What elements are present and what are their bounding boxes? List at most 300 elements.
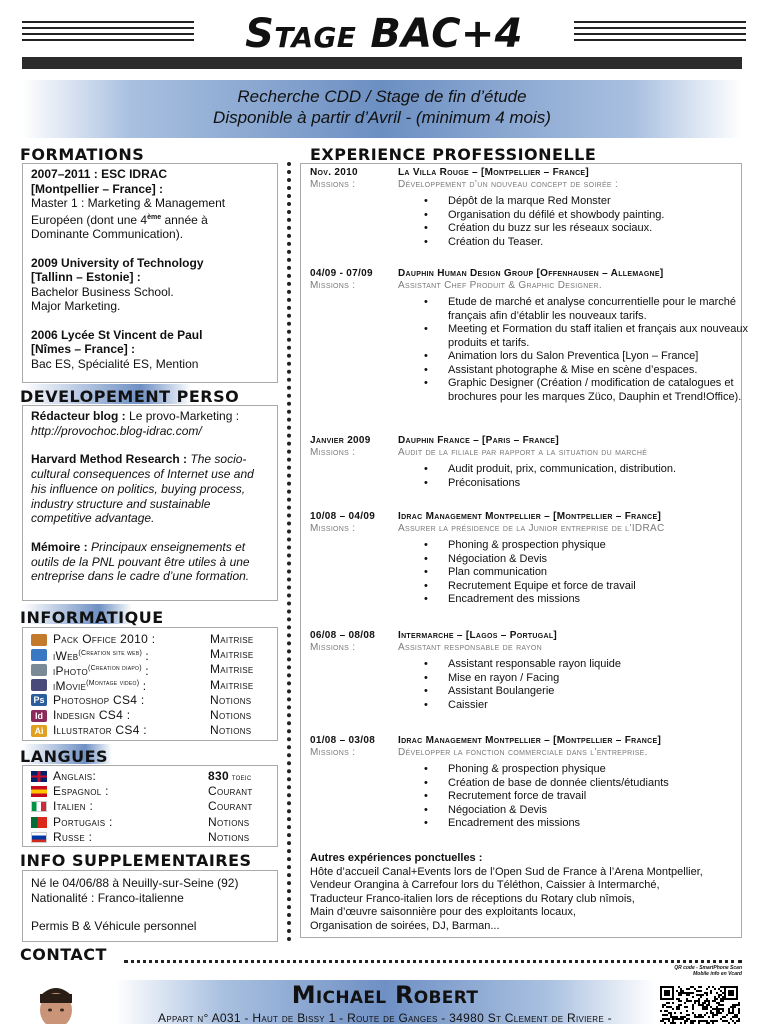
qr-module: [730, 1012, 732, 1014]
qr-module: [696, 990, 698, 992]
job-mission: Assurer la présidence de la Junior entreprise de l’IDRAC: [398, 523, 665, 534]
job-company: Idrac Management Montpellier – [Montpellier – France]: [398, 511, 662, 522]
qr-module: [698, 1000, 700, 1002]
qr-module: [664, 1014, 666, 1016]
job-date: 10/08 – 04/09: [310, 511, 376, 522]
other-experience-line: Vendeur Orangina à Carrefour lors du Téléthon, Caissier à Intermarché,: [310, 879, 660, 891]
qr-module: [720, 994, 722, 996]
qr-module: [698, 990, 700, 992]
qr-module: [708, 1016, 710, 1018]
language-row: [31, 830, 269, 845]
qr-caption-line: QR code - SmartPhone Scan: [674, 965, 742, 971]
qr-module: [686, 988, 688, 990]
qr-module: [736, 1004, 738, 1006]
qr-module: [722, 1016, 724, 1018]
qr-module: [696, 1016, 698, 1018]
qr-module: [712, 1000, 714, 1002]
qr-module: [706, 1004, 708, 1006]
qr-module: [734, 1014, 736, 1016]
other-experience-line: Main d’œuvre saisonnière pour des exploitants locaux,: [310, 906, 576, 918]
qr-module: [722, 1004, 724, 1006]
qr-module: [690, 986, 692, 988]
indesign-icon: Id: [31, 710, 47, 722]
qr-module: [674, 1016, 676, 1018]
job-entry: [310, 435, 750, 490]
qr-module: [682, 992, 684, 994]
harvard-text: The socio-cultural consequences of Internet use and his influence on politics, buying process, industry structure and sustainable competitive advantage.: [31, 452, 254, 526]
qr-module: [700, 986, 702, 988]
qr-module: [724, 1020, 726, 1022]
qr-module: [662, 1004, 664, 1006]
software-label: Pack Office 2010 :: [53, 632, 156, 647]
missions-label: Missions :: [310, 747, 356, 758]
avatar: [34, 984, 78, 1024]
qr-module: [678, 1018, 680, 1020]
contact-address: Appart n° A031 - Haut de Bissy 1 - Route de Ganges - 34980 St Clement de Riviere -: [158, 1011, 612, 1024]
software-label: Photoshop CS4 :: [53, 692, 145, 707]
language-name: Russe :: [53, 829, 93, 844]
blog-entry: [31, 409, 269, 438]
qr-module: [666, 1010, 668, 1012]
qr-module: [706, 1006, 708, 1008]
qr-module: [684, 992, 686, 994]
qr-module: [704, 1002, 706, 1004]
qr-module: [686, 1014, 688, 1016]
qr-module: [694, 1014, 696, 1016]
qr-module: [702, 1008, 704, 1010]
language-level-value: Courant: [208, 784, 253, 799]
missions-label: Missions :: [310, 523, 356, 534]
qr-caption: [662, 966, 742, 977]
qr-module: [692, 992, 694, 994]
qr-module: [664, 1010, 666, 1012]
qr-module: [738, 1018, 740, 1020]
job-task: • Encadrement des missions: [424, 817, 750, 831]
language-level: [208, 830, 249, 845]
qr-module: [738, 1010, 740, 1012]
qr-module: [672, 1020, 674, 1022]
qr-module: [722, 1010, 724, 1012]
qr-module: [700, 1014, 702, 1016]
qr-module: [734, 1016, 736, 1018]
qr-module: [728, 1008, 730, 1010]
qr-module: [720, 990, 722, 992]
qr-module: [668, 1006, 670, 1008]
qr-module: [738, 1004, 740, 1006]
qr-module: [684, 1002, 686, 1004]
software-row: [31, 708, 269, 723]
nationality-info: Nationalité : Franco-italienne: [31, 890, 184, 905]
qr-module: [706, 1008, 708, 1010]
qr-module: [688, 1018, 690, 1020]
job-task: • Etude de marché et analyse concurrentielle pour le marché français afin d’établir les nouveaux tarifs.: [424, 296, 750, 323]
qr-module: [674, 1018, 676, 1020]
spain-flag-icon: [31, 786, 47, 797]
job-task: • Graphic Designer (Création / modification de catalogues et brochures pour les marques Züco, Dauphin et Trend!Office).: [424, 377, 750, 404]
qr-module: [722, 1020, 724, 1022]
qr-module: [704, 1020, 706, 1022]
qr-code: [658, 984, 742, 1024]
language-level-value: 830: [208, 768, 229, 783]
software-name: [53, 676, 210, 694]
perso-heading: DEVELOPEMENT PERSO: [20, 387, 240, 406]
qr-module: [680, 990, 682, 992]
qr-module: [732, 1016, 734, 1018]
qr-module: [712, 1014, 714, 1016]
job-entry: [310, 167, 750, 249]
qr-module: [736, 1020, 738, 1022]
qr-module: [668, 1002, 670, 1004]
qr-module: [720, 1012, 722, 1014]
software-label: Indesign CS4 :: [53, 708, 131, 723]
software-label: iMovie: [53, 679, 87, 694]
other-experiences-heading: Autres expériences ponctuelles :: [310, 852, 483, 864]
qr-module: [716, 998, 718, 1000]
job-task: • Recrutement force de travail: [424, 790, 750, 804]
qr-module: [696, 1000, 698, 1002]
qr-module: [672, 1018, 674, 1020]
qr-module: [676, 1018, 678, 1020]
qr-module: [736, 1016, 738, 1018]
qr-module: [696, 994, 698, 996]
qr-module: [680, 1016, 682, 1018]
qr-module: [706, 992, 708, 994]
objective-banner: [22, 80, 742, 138]
job-task: • Encadrement des missions: [424, 593, 750, 607]
qr-module: [694, 988, 696, 990]
langues-box: [22, 765, 278, 847]
qr-module: [722, 986, 724, 988]
qr-module: [730, 1018, 732, 1020]
qr-module: [676, 990, 678, 992]
qr-module: [662, 1020, 664, 1022]
qr-module: [680, 988, 682, 990]
qr-module: [714, 1014, 716, 1016]
missions-label: Missions :: [310, 280, 356, 291]
qr-module: [708, 986, 710, 988]
qr-module: [704, 1014, 706, 1016]
qr-module: [718, 1008, 720, 1010]
portugal-flag-icon: [31, 817, 47, 828]
qr-module: [710, 1012, 712, 1014]
qr-module: [680, 1012, 682, 1014]
qr-module: [714, 1020, 716, 1022]
qr-module: [728, 1010, 730, 1012]
qr-module: [710, 1010, 712, 1012]
iphoto-icon: [31, 664, 47, 676]
qr-module: [706, 1012, 708, 1014]
job-task: • Caissier: [424, 699, 750, 713]
language-row: [31, 784, 269, 799]
informatique-heading: INFORMATIQUE: [20, 608, 164, 627]
qr-module: [722, 992, 724, 994]
job-task: • Plan communication: [424, 566, 750, 580]
language-name: Portugais :: [53, 814, 113, 829]
qr-module: [714, 996, 716, 998]
qr-module: [692, 1004, 694, 1006]
qr-module: [698, 1004, 700, 1006]
info-box: [22, 870, 278, 942]
jobs-list: [310, 164, 749, 844]
software-label: Illustrator CS4 :: [53, 723, 147, 738]
qr-module: [686, 1000, 688, 1002]
objective-line-1: Recherche CDD / Stage de fin d’étude: [237, 87, 527, 106]
uk-flag-icon: [31, 771, 47, 782]
job-mission: Assistant responsable de rayon: [398, 642, 542, 653]
qr-module: [686, 1006, 688, 1008]
qr-module: [692, 996, 694, 998]
qr-module: [718, 988, 720, 990]
qr-module: [702, 1020, 704, 1022]
qr-module: [662, 1014, 664, 1016]
qr-module: [716, 1002, 718, 1004]
harvard-entry: [31, 452, 269, 526]
qr-module: [698, 1014, 700, 1016]
qr-module: [708, 1004, 710, 1006]
formation-line: année à: [161, 212, 208, 227]
qr-module: [722, 996, 724, 998]
qr-module: [714, 988, 716, 990]
qr-module: [706, 988, 708, 990]
language-level: [208, 769, 251, 785]
imovie-icon: [31, 679, 47, 691]
qr-module: [666, 1002, 668, 1004]
qr-module: [688, 1000, 690, 1002]
russia-flag-icon: [31, 832, 47, 843]
qr-module: [732, 1010, 734, 1012]
qr-module: [708, 1000, 710, 1002]
qr-module: [678, 998, 680, 1000]
qr-module: [666, 1018, 668, 1020]
qr-module: [698, 994, 700, 996]
software-suffix: :: [139, 679, 147, 694]
missions-label: Missions :: [310, 642, 356, 653]
other-experiences: [310, 852, 703, 933]
language-level: [208, 815, 249, 830]
qr-module: [694, 1020, 696, 1022]
license-info: Permis B & Véhicule personnel: [31, 919, 197, 933]
qr-module: [698, 998, 700, 1000]
job-mission: Développer la fonction commerciale dans l’entreprise.: [398, 747, 648, 758]
contact-rule: [124, 960, 742, 963]
job-task: • Phoning & prospection physique: [424, 539, 750, 553]
job-task: • Dépôt de la marque Red Monster: [424, 195, 750, 209]
qr-module: [676, 1016, 678, 1018]
qr-module: [714, 1008, 716, 1010]
qr-caption-line: Mobile info en Vcard: [693, 970, 742, 977]
job-entry: [310, 511, 750, 607]
qr-module: [730, 1006, 732, 1008]
experience-heading: EXPERIENCE PROFESSIONELLE: [310, 145, 597, 164]
harvard-label: Harvard Method Research :: [31, 452, 188, 467]
qr-module: [704, 1000, 706, 1002]
page-title: Stage BAC+4: [245, 11, 523, 57]
memoire-text: Principaux enseignements et outils de la PNL pouvant être utiles à une entreprise dans le cadre d’une formation.: [31, 539, 250, 584]
job-date: Janvier 2009: [310, 435, 371, 446]
qr-module: [712, 1016, 714, 1018]
other-experiences-list: [310, 866, 703, 934]
qr-module: [688, 994, 690, 996]
qr-module: [676, 1008, 678, 1010]
qr-module: [670, 1006, 672, 1008]
formation-line: Dominante Communication).: [31, 227, 184, 241]
qr-module: [670, 1016, 672, 1018]
software-level: Maitrise: [210, 647, 254, 662]
software-row: [31, 693, 269, 708]
qr-module: [716, 1008, 718, 1010]
qr-module: [664, 990, 670, 996]
qr-module: [682, 1016, 684, 1018]
qr-module: [660, 1020, 662, 1022]
language-row: [31, 815, 269, 830]
qr-module: [690, 1000, 692, 1002]
job-task: • Négociation & Devis: [424, 804, 750, 818]
other-experience-line: Traducteur Franco-italien lors de réceptions du Rotary club nîmois,: [310, 892, 635, 905]
blog-url: http://provochoc.blog-idrac.com/: [31, 423, 202, 438]
qr-module: [732, 1004, 734, 1006]
qr-module: [684, 1006, 686, 1008]
qr-module: [716, 1014, 718, 1016]
qr-module: [710, 1020, 712, 1022]
qr-module: [710, 992, 712, 994]
illustrator-icon: Ai: [31, 725, 47, 737]
qr-module: [692, 1008, 694, 1010]
qr-module: [664, 1004, 666, 1006]
qr-module: [718, 994, 720, 996]
qr-module: [700, 1016, 702, 1018]
qr-module: [706, 994, 708, 996]
job-company: Idrac Management Montpellier – [Montpellier – France]: [398, 735, 662, 746]
qr-module: [712, 986, 714, 988]
birth-info: Né le 04/06/88 à Neuilly-sur-Seine (92): [31, 876, 239, 890]
job-company: Dauphin France – [Paris – France]: [398, 435, 560, 446]
formation-place: [Montpellier – France] :: [31, 181, 164, 196]
qr-module: [702, 1016, 704, 1018]
qr-module: [706, 1000, 708, 1002]
qr-module: [674, 1012, 676, 1014]
software-note: (Montage video): [86, 680, 140, 688]
qr-module: [688, 992, 690, 994]
qr-module: [672, 1002, 674, 1004]
qr-module: [700, 990, 702, 992]
language-level-suffix: toeic: [228, 771, 252, 782]
qr-module: [704, 1006, 706, 1008]
qr-module: [686, 998, 688, 1000]
job-date: Nov. 2010: [310, 167, 358, 178]
job-tasks: [424, 763, 750, 831]
job-entry: [310, 630, 750, 712]
qr-module: [680, 1004, 682, 1006]
job-task: • Création du Teaser.: [424, 236, 750, 250]
qr-module: [710, 990, 712, 992]
iweb-icon: [31, 649, 47, 661]
qr-module: [692, 986, 694, 988]
software-level: Maitrise: [210, 662, 254, 677]
job-task: • Préconisations: [424, 477, 750, 491]
qr-module: [672, 1008, 674, 1010]
qr-module: [686, 1020, 688, 1022]
qr-module: [698, 1002, 700, 1004]
qr-module: [722, 1008, 724, 1010]
software-name: [53, 723, 210, 738]
qr-module: [718, 996, 720, 998]
qr-module: [716, 992, 718, 994]
qr-module: [690, 1020, 692, 1022]
memoire-label: Mémoire :: [31, 539, 88, 554]
qr-module: [694, 1016, 696, 1018]
software-name: [53, 693, 210, 708]
qr-module: [680, 1018, 682, 1020]
qr-module: [710, 1006, 712, 1008]
qr-module: [690, 992, 692, 994]
software-level: Maitrise: [210, 632, 254, 647]
qr-module: [716, 1012, 718, 1014]
qr-module: [726, 1014, 728, 1016]
qr-module: [692, 1020, 694, 1022]
job-task: • Mise en rayon / Facing: [424, 672, 750, 686]
formation-line: Européen (dont une 4: [31, 212, 148, 227]
software-name: [53, 708, 210, 723]
software-level: Notions: [210, 723, 252, 738]
software-row: [31, 678, 269, 693]
qr-module: [686, 1018, 688, 1020]
job-tasks: [424, 539, 750, 607]
job-task: • Organisation du défilé et showbody painting.: [424, 209, 750, 223]
blog-label: Rédacteur blog :: [31, 409, 126, 423]
qr-module: [700, 994, 702, 996]
qr-module: [678, 1004, 680, 1006]
qr-module: [720, 1008, 722, 1010]
qr-module: [704, 992, 706, 994]
qr-module: [720, 986, 722, 988]
qr-module: [728, 990, 734, 996]
qr-module: [700, 1004, 702, 1006]
qr-module: [680, 1000, 682, 1002]
job-task: • Phoning & prospection physique: [424, 763, 750, 777]
qr-module: [702, 1004, 704, 1006]
qr-module: [702, 1002, 704, 1004]
software-level: Notions: [210, 692, 252, 707]
job-task: • Animation lors du Salon Preventica [Lyon – France]: [424, 350, 750, 364]
qr-module: [688, 988, 690, 990]
missions-label: Missions :: [310, 179, 356, 190]
qr-module: [668, 1012, 670, 1014]
formation-line: Bachelor Business School.: [31, 284, 174, 299]
contact-heading: CONTACT: [20, 945, 107, 964]
software-label: iPhoto: [53, 663, 88, 678]
qr-module: [684, 1016, 686, 1018]
qr-module: [718, 1012, 720, 1014]
qr-module: [694, 1000, 696, 1002]
qr-module: [718, 1010, 720, 1012]
qr-module: [698, 1016, 700, 1018]
qr-module: [666, 1006, 668, 1008]
info-heading: INFO SUPPLEMENTAIRES: [20, 851, 252, 870]
qr-module: [678, 1000, 680, 1002]
other-experience-line: Hôte d’accueil Canal+Events lors de l’Open Sud de France à l’Arena Montpellier,: [310, 865, 703, 878]
job-task: • Négociation & Devis: [424, 553, 750, 567]
job-mission: Assistant Chef Produit & Graphic Designer.: [398, 280, 602, 291]
language-row: [31, 799, 269, 814]
language-name: Anglais:: [53, 769, 97, 784]
qr-module: [688, 1014, 690, 1016]
job-entry: [310, 268, 750, 404]
qr-module: [702, 994, 704, 996]
formation-title: 2009 University of Technology: [31, 255, 204, 270]
missions-label: Missions :: [310, 447, 356, 458]
qr-module: [684, 1020, 686, 1022]
italy-flag-icon: [31, 801, 47, 812]
